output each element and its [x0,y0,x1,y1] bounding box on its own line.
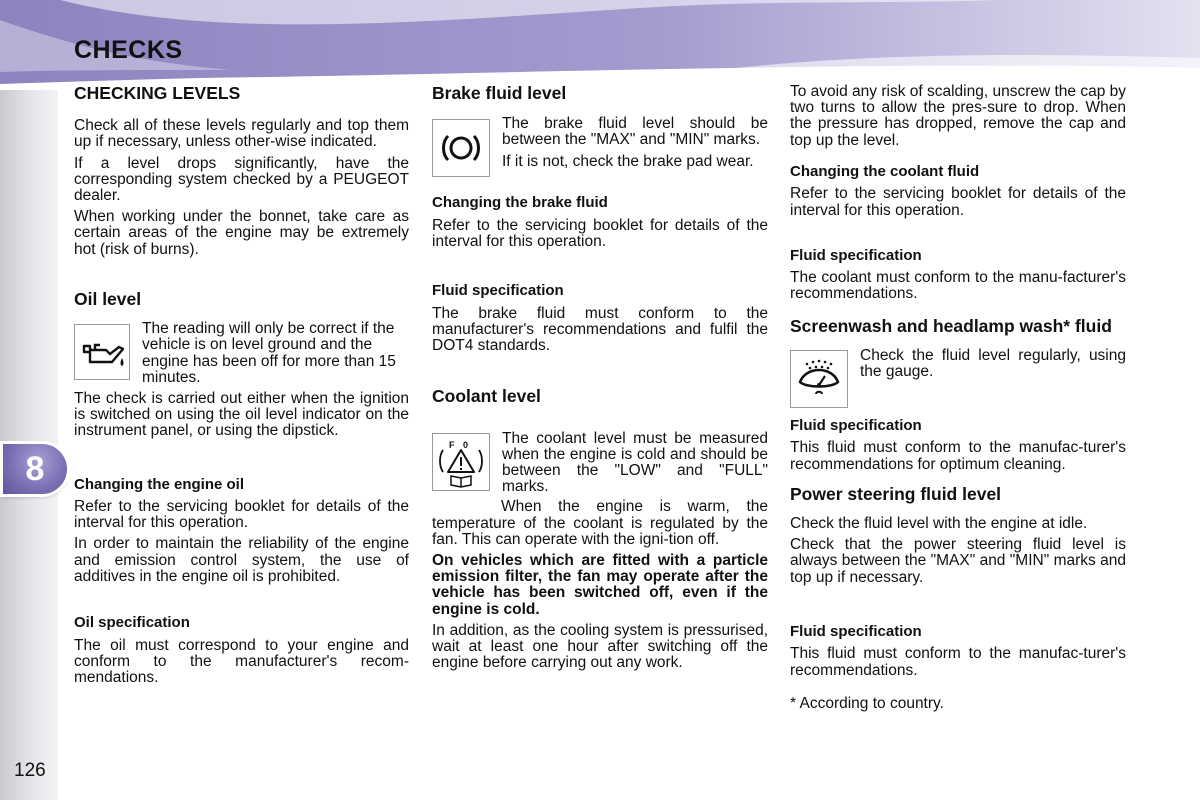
oil-reading-text: The reading will only be correct if the vehicle is on level ground and the engine has been off for more than 15 minutes. [142,320,396,386]
section-heading-coolant-level: Coolant level [432,386,541,407]
change-coolant-text: Refer to the servicing booklet for details of the interval for this operation. [790,185,1126,219]
burns-warning-paragraph: When working under the bonnet, take care as certain areas of the engine may be extremely hot (risk of burns). [74,208,409,258]
intro-paragraph: Check all of these levels regularly and top them up if necessary, unless other-wise indicated. [74,117,409,151]
oil-check-text: The check is carried out either when the ignition is switched on using the oil level indicator on the instrument panel, or using the dipstick. [74,389,409,440]
page-number: 126 [14,760,46,781]
column-2 [432,82,768,671]
coolant-level-text-2: When the engine is warm, the temperature of the coolant is regulated by the fan. This can operate with the igni-tion off. [432,498,768,548]
brake-fluid-specification-text: The brake fluid must conform to the manufacturer's recommendations and fulfil the DOT4 standards. [432,304,768,355]
coolant-level-block [432,431,768,496]
change-oil-text-1: Refer to the servicing booklet for details of the interval for this operation. [74,498,409,532]
subheading-power-steering-specification: Fluid specification [790,622,922,640]
chapter-tab: 8 [3,444,67,494]
svg-text:F: F [449,439,455,450]
coolant-fan-warning: On vehicles which are fitted with a particle emission filter, the fan may operate after the vehicle has been switched off, even if the engine is cold. [432,551,768,618]
oil-can-icon [74,324,130,380]
section-heading-brake-fluid: Brake fluid level [432,83,567,103]
screenwash-block [790,346,1126,408]
oil-level-block [74,321,409,386]
coolant-level-text-3: In addition, as the cooling system is pressurised, wait at least one hour after switching off the engine before carrying out any work. [432,621,768,672]
section-heading-screenwash: Screenwash and headlamp wash* fluid [790,315,1112,336]
scalding-warning-text: To avoid any risk of scalding, unscrew the cap by two turns to allow the pres-sure to drop. When the pressure has dropped, remove the cap and top up the level. [790,83,1127,149]
change-oil-text-2: In order to maintain the reliability of the engine and emission control system, the use of additives in the engine oil is prohibited. [74,535,409,585]
svg-text:0: 0 [463,439,469,450]
subheading-coolant-specification: Fluid specification [790,246,922,264]
section-heading-checking-levels: CHECKING LEVELS [74,83,241,103]
power-steering-text-2: Check that the power steering fluid level is always between the "MAX" and "MIN" marks and top up if necessary. [790,536,1126,586]
section-heading-power-steering: Power steering fluid level [790,483,1002,504]
subheading-screenwash-specification: Fluid specification [790,416,922,434]
subheading-changing-coolant-fluid: Changing the coolant fluid [790,162,980,180]
brake-fluid-text-2: If it is not, check the brake pad wear. [502,152,754,170]
section-heading-oil-level: Oil level [74,288,142,309]
subheading-brake-fluid-specification: Fluid specification [432,282,564,300]
brake-fluid-text-group [502,116,768,170]
coolant-specification-text: The coolant must conform to the manu-facturer's recommendations. [790,269,1126,303]
windscreen-washer-icon [790,350,848,408]
footnote: * According to country. [790,694,944,712]
subheading-oil-specification: Oil specification [74,614,190,632]
power-steering-text-1: Check the fluid level with the engine at idle. [790,515,1088,533]
brake-warning-icon [432,119,490,177]
brake-fluid-text-1: The brake fluid level should be between the "MAX" and "MIN" marks. [502,115,768,149]
coolant-warning-icon [432,433,490,491]
dealer-paragraph: If a level drops significantly, have the corresponding system checked by a PEUGEOT dealer. [74,154,409,205]
page-title: CHECKS [74,36,183,64]
brake-fluid-block [432,116,768,177]
subheading-changing-engine-oil: Changing the engine oil [74,475,244,493]
change-brake-fluid-text: Refer to the servicing booklet for details of the interval for this operation. [432,216,768,250]
screenwash-text: Check the fluid level regularly, using the gauge. [860,346,1126,381]
power-steering-specification-text: This fluid must conform to the manufac-turer's recommendations. [790,645,1126,679]
column-1 [74,82,409,686]
coolant-level-text-1: The coolant level must be measured when the engine is cold and should be between the "LOW" and "FULL" marks. [502,429,768,496]
column-3 [790,82,1126,712]
header-banner [0,0,1200,90]
screenwash-specification-text: This fluid must conform to the manufac-turer's recommendations for optimum cleaning. [790,439,1126,473]
subheading-changing-brake-fluid: Changing the brake fluid [432,194,608,212]
oil-specification-text: The oil must correspond to your engine and conform to the manufacturer's recom-mendations. [74,636,409,686]
